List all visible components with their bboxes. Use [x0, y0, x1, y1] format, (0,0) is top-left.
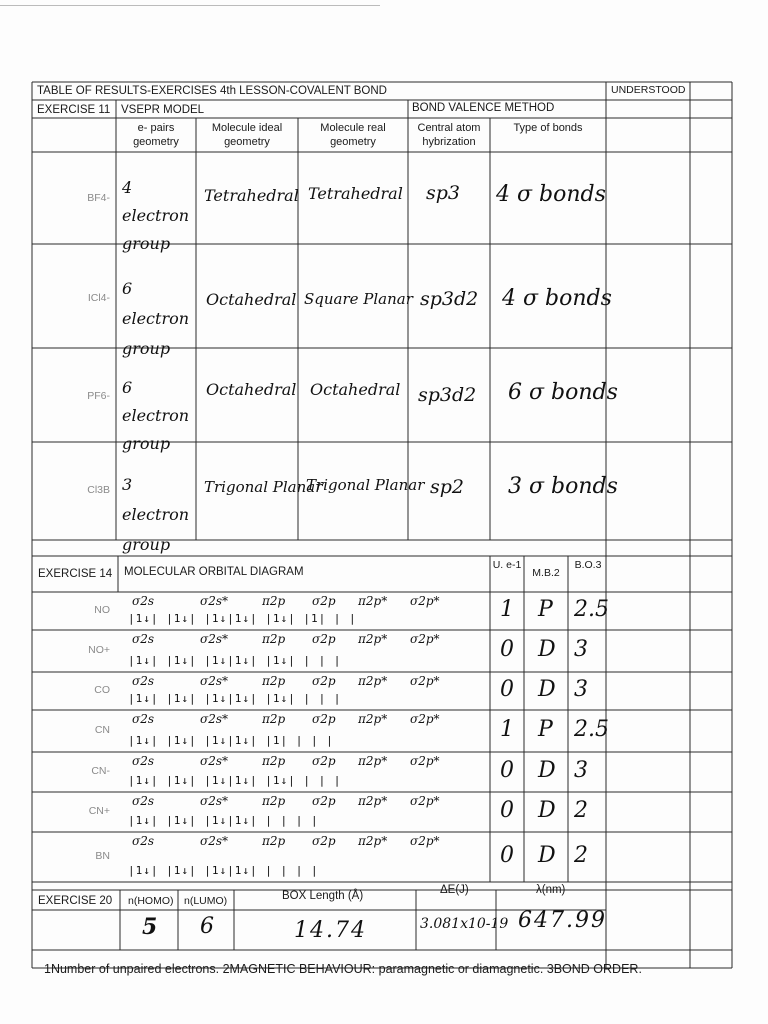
unpaired-value: 0 — [500, 843, 514, 868]
orbital-label: σ2s — [132, 632, 154, 646]
magnetic-value: D — [538, 843, 556, 868]
hyb-pf6: sp3d2 — [418, 384, 477, 406]
delta-e-value: 3.081x10-19 — [420, 916, 509, 932]
ideal-icl4: Octahedral — [206, 290, 297, 309]
unpaired-value: 0 — [500, 637, 514, 662]
molecule-bf4: BF4- — [87, 192, 110, 204]
molecule-pf6: PF6- — [87, 390, 110, 402]
magnetic-value: P — [538, 717, 553, 742]
bond-order-value: 3 — [574, 677, 588, 702]
unpaired-value: 1 — [500, 717, 514, 742]
mo-diagram-title: MOLECULAR ORBITAL DIAGRAM — [124, 566, 304, 578]
orbital-label: π2p* — [358, 594, 388, 608]
bonds-pf6: 6 σ bonds — [508, 380, 618, 405]
hyb-bf4: sp3 — [426, 182, 461, 204]
orbital-label: σ2s — [132, 794, 154, 808]
orbital-label: π2p* — [358, 712, 388, 726]
orbital-label: σ2p* — [410, 834, 440, 848]
orbital-label: π2p — [262, 632, 286, 646]
col-pairs: e- pairs geometry — [133, 122, 179, 148]
orbital-label: π2p — [262, 712, 286, 726]
exercise-14-label: EXERCISE 14 — [38, 568, 113, 580]
bonds-icl4: 4 σ bonds — [502, 286, 612, 311]
orbital-label: σ2s* — [200, 754, 228, 768]
unpaired-value: 0 — [500, 758, 514, 783]
orbital-label: σ2s — [132, 594, 154, 608]
mo-molecule: CN — [94, 724, 110, 736]
col-delta-e: ΔE(J) — [440, 884, 469, 896]
molecule-icl4: ICl4- — [87, 292, 110, 304]
col-bond-order: B.O.3 — [574, 559, 602, 571]
mo-molecule: NO+ — [88, 644, 110, 656]
orbital-label: σ2s* — [200, 794, 228, 808]
bonds-cl3b: 3 σ bonds — [508, 474, 618, 499]
orbital-label: σ2p — [312, 794, 336, 808]
orbital-label: π2p — [262, 834, 286, 848]
col-ideal: Molecule ideal geometry — [211, 122, 283, 148]
orbital-label: π2p* — [358, 674, 388, 688]
lumo-value: 6 — [200, 914, 214, 939]
electron-filling: |1↓| |1↓| |1↓|1↓| |1| | | | — [128, 734, 334, 747]
col-homo: n(HOMO) — [128, 895, 174, 907]
real-icl4: Square Planar — [304, 290, 413, 308]
mo-molecule: BN — [95, 850, 110, 862]
orbital-label: σ2s* — [200, 834, 228, 848]
lambda-value: 647.99 — [518, 908, 607, 933]
col-hyb: Central atom hybrization — [417, 122, 481, 148]
bond-order-value: 2.5 — [574, 717, 609, 742]
magnetic-value: D — [538, 798, 556, 823]
bond-order-value: 2 — [574, 798, 588, 823]
orbital-label: π2p — [262, 594, 286, 608]
col-unpaired: U. e-1 — [492, 559, 522, 571]
pairs-icl4: 6 electron group — [122, 279, 190, 358]
orbital-label: σ2s — [132, 674, 154, 688]
homo-value: 5 — [142, 914, 158, 940]
ideal-cl3b: Trigonal Planar — [204, 478, 323, 496]
electron-filling: |1↓| |1↓| |1↓|1↓| |1↓| | | | — [128, 774, 342, 787]
orbital-label: π2p* — [358, 754, 388, 768]
orbital-label: π2p — [262, 674, 286, 688]
orbital-label: σ2p — [312, 674, 336, 688]
electron-filling: |1↓| |1↓| |1↓|1↓| |1↓| |1| | | — [128, 612, 357, 625]
orbital-label: σ2p* — [410, 632, 440, 646]
table-title: TABLE OF RESULTS-EXERCISES 4th LESSON-COVALENT BOND — [37, 85, 387, 97]
exercise-11-label: EXERCISE 11 — [37, 104, 111, 116]
real-bf4: Tetrahedral — [308, 184, 403, 203]
ideal-pf6: Octahedral — [206, 380, 297, 399]
orbital-label: σ2p — [312, 594, 336, 608]
orbital-label: σ2p — [312, 712, 336, 726]
electron-filling: |1↓| |1↓| |1↓|1↓| | | | | — [128, 864, 319, 877]
pairs-pf6: 6 electron group — [122, 378, 190, 453]
orbital-label: σ2s — [132, 754, 154, 768]
col-real: Molecule real geometry — [320, 122, 386, 148]
col-magnetic: M.B.2 — [532, 567, 560, 579]
bond-order-value: 3 — [574, 637, 588, 662]
mo-molecule: NO — [94, 604, 110, 616]
orbital-label: σ2p* — [410, 594, 440, 608]
orbital-label: σ2s* — [200, 674, 228, 688]
understood-header: UNDERSTOOD — [611, 84, 686, 96]
pairs-cl3b: 3 electron group — [122, 475, 190, 554]
electron-filling: |1↓| |1↓| |1↓|1↓| | | | | — [128, 814, 319, 827]
unpaired-value: 0 — [500, 798, 514, 823]
magnetic-value: D — [538, 758, 556, 783]
orbital-label: π2p* — [358, 632, 388, 646]
col-bonds: Type of bonds — [513, 122, 583, 134]
magnetic-value: D — [538, 677, 556, 702]
exercise-20-label: EXERCISE 20 — [38, 895, 113, 907]
bond-order-value: 2.5 — [574, 597, 609, 622]
bond-order-value: 2 — [574, 843, 588, 868]
electron-filling: |1↓| |1↓| |1↓|1↓| |1↓| | | | — [128, 692, 342, 705]
orbital-label: σ2p* — [410, 794, 440, 808]
orbital-label: π2p — [262, 754, 286, 768]
orbital-label: σ2s — [132, 712, 154, 726]
mo-molecule: CN- — [91, 765, 110, 777]
molecule-cl3b: Cl3B — [87, 484, 110, 496]
vsepr-label: VSEPR MODEL — [121, 104, 205, 116]
bond-order-value: 3 — [574, 758, 588, 783]
orbital-label: σ2s* — [200, 632, 228, 646]
electron-filling: |1↓| |1↓| |1↓|1↓| |1↓| | | | — [128, 654, 342, 667]
orbital-label: σ2p* — [410, 674, 440, 688]
box-value: 14.74 — [294, 918, 367, 943]
magnetic-value: D — [538, 637, 556, 662]
orbital-label: π2p* — [358, 834, 388, 848]
orbital-label: σ2p — [312, 834, 336, 848]
col-box-length: BOX Length (Å) — [282, 890, 364, 902]
real-cl3b: Trigonal Planar — [306, 476, 425, 494]
orbital-label: σ2p* — [410, 754, 440, 768]
ideal-bf4: Tetrahedral — [204, 186, 299, 205]
hyb-icl4: sp3d2 — [420, 288, 479, 310]
unpaired-value: 1 — [500, 597, 514, 622]
orbital-label: σ2s* — [200, 594, 228, 608]
orbital-label: σ2s* — [200, 712, 228, 726]
hyb-cl3b: sp2 — [430, 476, 465, 498]
orbital-label: σ2p — [312, 754, 336, 768]
pairs-bf4: 4 electron group — [122, 178, 190, 253]
magnetic-value: P — [538, 597, 553, 622]
col-lambda: λ(nm) — [536, 884, 566, 896]
unpaired-value: 0 — [500, 677, 514, 702]
orbital-label: σ2p — [312, 632, 336, 646]
bvm-label: BOND VALENCE METHOD — [412, 102, 555, 114]
orbital-label: σ2p* — [410, 712, 440, 726]
mo-molecule: CO — [94, 684, 110, 696]
orbital-label: σ2s — [132, 834, 154, 848]
real-pf6: Octahedral — [310, 380, 401, 399]
orbital-label: π2p* — [358, 794, 388, 808]
col-lumo: n(LUMO) — [184, 895, 228, 907]
bonds-bf4: 4 σ bonds — [496, 182, 606, 207]
mo-molecule: CN+ — [88, 805, 110, 817]
orbital-label: π2p — [262, 794, 286, 808]
footnote: 1Number of unpaired electrons. 2MAGNETIC BEHAVIOUR: paramagnetic or diamagnetic. 3BOND ORDER. — [44, 962, 642, 976]
